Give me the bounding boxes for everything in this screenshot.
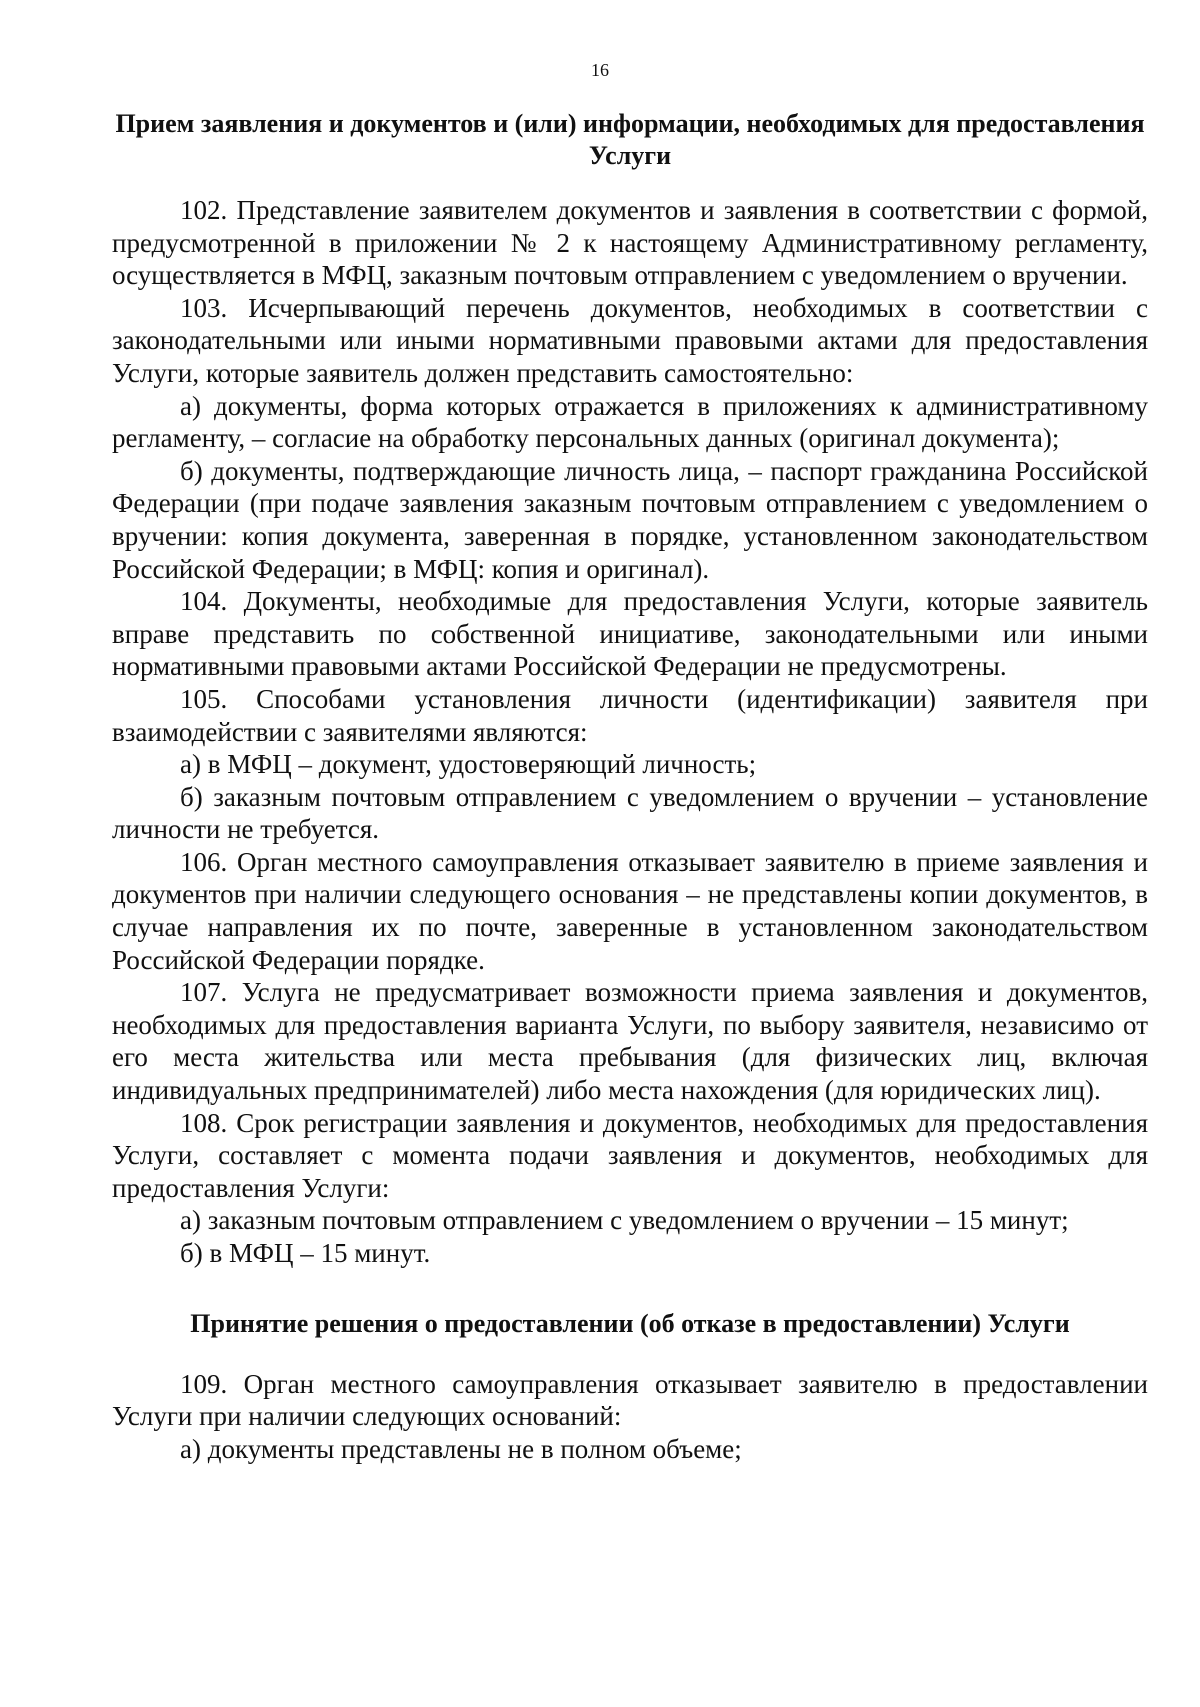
paragraph-107: 107. Услуга не предусматривает возможности приема заявления и документов, необходимых для предоставления варианта Услуги, по выбору заявителя, независимо от его места жительства или места пребывания (для физических лиц, включая индивидуальных предпринимателей) либо места нахождения (для юридических лиц). [112,977,1148,1106]
paragraph-108-a: а) заказным почтовым отправлением с уведомлением о вручении – 15 минут; [180,1205,1069,1236]
paragraph-106: 106. Орган местного самоуправления отказывает заявителю в приеме заявления и документов при наличии следующего основания – не представлены копии документов, в случае направления их по почте, заверенные в установленном законодательством Российской Федерации порядке. [112,846,1148,975]
paragraph-105: 105. Способами установления личности (идентификации) заявителя при взаимодействии с заявителями являются: [112,683,1148,747]
paragraph-102: 102. Представление заявителем документов и заявления в соответствии с формой, предусмотренной в приложении № 2 к настоящему Административному регламенту, осуществляется в МФЦ, заказным почтовым отправлением с уведомлением о вручении. [112,195,1148,291]
paragraph-105-a: а) в МФЦ – документ, удостоверяющий личность; [180,749,757,780]
paragraph-109-a: а) документы представлены не в полном объеме; [180,1433,742,1464]
paragraph-104: 104. Документы, необходимые для предоставления Услуги, которые заявитель вправе представить по собственной инициативе, законодательными или иными нормативными правовыми актами Российской Федерации не предусмотрены. [112,586,1148,682]
paragraph-109: 109. Орган местного самоуправления отказывает заявителю в предоставлении Услуги при наличии следующих оснований: [112,1368,1148,1432]
paragraph-108-b: б) в МФЦ – 15 минут. [180,1238,431,1268]
paragraph-103-a: а) документы, форма которых отражается в приложениях к административному регламенту, – согласие на обработку персональных данных (оригинал документа); [112,390,1148,454]
paragraph-103-b: б) документы, подтверждающие личность лица, – паспорт гражданина Российской Федерации (при подаче заявления заказным почтовым отправлением с уведомлением о вручении: копия документа, заверенная в порядке, установленном законодательством Российской Федерации; в МФЦ: копия и оригинал). [112,455,1148,584]
paragraph-103: 103. Исчерпывающий перечень документов, необходимых в соответствии с законодательными или иными нормативными правовыми актами для предоставления Услуги, которые заявитель должен представить самостоятельно: [112,292,1148,388]
paragraph-105-b: б) заказным почтовым отправлением с уведомлением о вручении – установление личности не требуется. [112,781,1148,845]
section-heading-reception: Прием заявления и документов и (или) информации, необходимых для предоставления Услуги [115,109,1145,170]
section-heading-decision: Принятие решения о предоставлении (об отказе в предоставлении) Услуги [190,1308,1070,1338]
document-body [112,108,1148,1465]
paragraph-108: 108. Срок регистрации заявления и документов, необходимых для предоставления Услуги, составляет с момента подачи заявления и документов, необходимых для предоставления Услуги: [112,1107,1148,1203]
page-number: 16 [591,60,609,80]
